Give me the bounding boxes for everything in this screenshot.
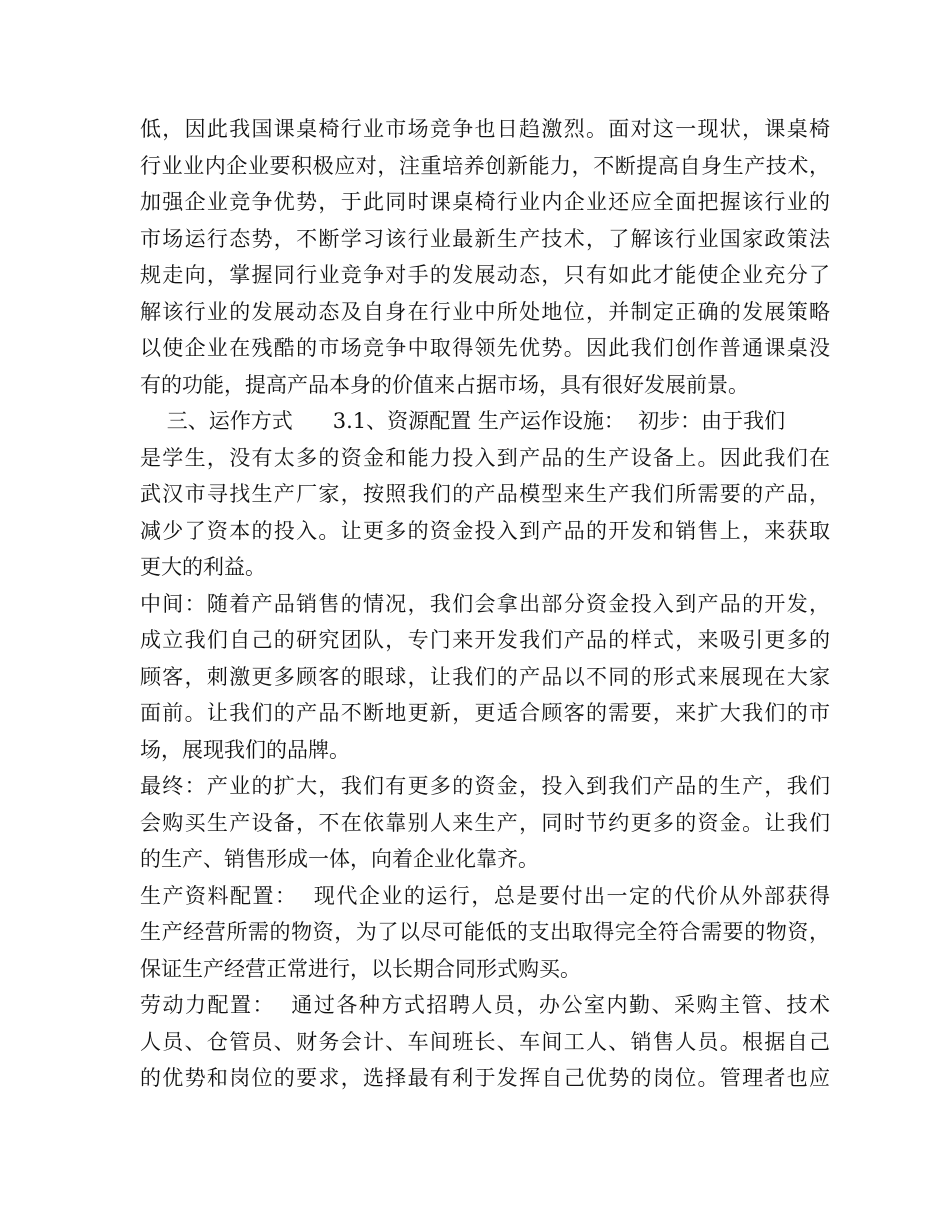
text-line: 成立我们自己的研究团队，专门来开发我们产品的样式，来吸引更多的 xyxy=(140,628,830,652)
text-line: 低，因此我国课桌椅行业市场竞争也日趋激烈。面对这一现状，课桌椅 xyxy=(140,117,830,141)
text-line: 有的功能，提高产品本身的价值来占据市场，具有很好发展前景。 xyxy=(140,372,749,397)
document-body-text xyxy=(140,111,830,1097)
text-line: 会购买生产设备，不在依靠别人来生产，同时节约更多的资金。让我们 xyxy=(140,810,830,835)
text-line: 三、运作方式 3.1、资源配置 生产运作设施： 初步：由于我们 xyxy=(140,409,786,433)
text-line: 面前。让我们的产品不断地更新，更适合顾客的需要，来扩大我们的市 xyxy=(140,701,830,725)
text-line: 市场运行态势，不断学习该行业最新生产技术，了解该行业国家政策法 xyxy=(140,226,830,251)
text-line: 加强企业竞争优势，于此同时课桌椅行业内企业还应全面把握该行业的 xyxy=(140,190,830,214)
text-line: 的生产、销售形成一体，向着企业化靠齐。 xyxy=(140,847,539,871)
text-line: 场，展现我们的品牌。 xyxy=(140,737,350,762)
text-line: 劳动力配置： 通过各种方式招聘人员，办公室内勤、采购主管、技术 xyxy=(140,993,830,1017)
text-line: 解该行业的发展动态及自身在行业中所处地位，并制定正确的发展策略 xyxy=(140,299,830,324)
text-line: 规走向，掌握同行业竞争对手的发展动态，只有如此才能使企业充分了 xyxy=(140,263,830,287)
text-line: 顾客，刺激更多顾客的眼球，让我们的产品以不同的形式来展现在大家 xyxy=(140,664,830,689)
text-line: 人员、仓管员、财务会计、车间班长、车间工人、销售人员。根据自己 xyxy=(140,1029,830,1054)
text-line: 行业业内企业要积极应对，注重培养创新能力，不断提高自身生产技术， xyxy=(140,153,830,178)
text-line: 中间：随着产品销售的情况，我们会拿出部分资金投入到产品的开发， xyxy=(140,591,830,616)
text-line: 保证生产经营正常进行，以长期合同形式购买。 xyxy=(140,956,581,981)
text-line: 减少了资本的投入。让更多的资金投入到产品的开发和销售上，来获取 xyxy=(140,518,830,543)
text-line: 最终：产业的扩大，我们有更多的资金，投入到我们产品的生产，我们 xyxy=(140,774,830,798)
text-line: 是学生，没有太多的资金和能力投入到产品的生产设备上。因此我们在 xyxy=(140,445,830,470)
text-line: 武汉市寻找生产厂家，按照我们的产品模型来生产我们所需要的产品， xyxy=(140,482,830,506)
text-line: 生产资料配置： 现代企业的运行，总是要付出一定的代价从外部获得 xyxy=(140,883,830,908)
text-line: 以使企业在残酷的市场竞争中取得领先优势。因此我们创作普通课桌没 xyxy=(140,336,830,360)
text-line: 的优势和岗位的要求，选择最有利于发挥自己优势的岗位。管理者也应 xyxy=(140,1066,830,1090)
text-line: 生产经营所需的物资，为了以尽可能低的支出取得完全符合需要的物资， xyxy=(140,920,830,944)
text-line: 更大的利益。 xyxy=(140,555,266,579)
